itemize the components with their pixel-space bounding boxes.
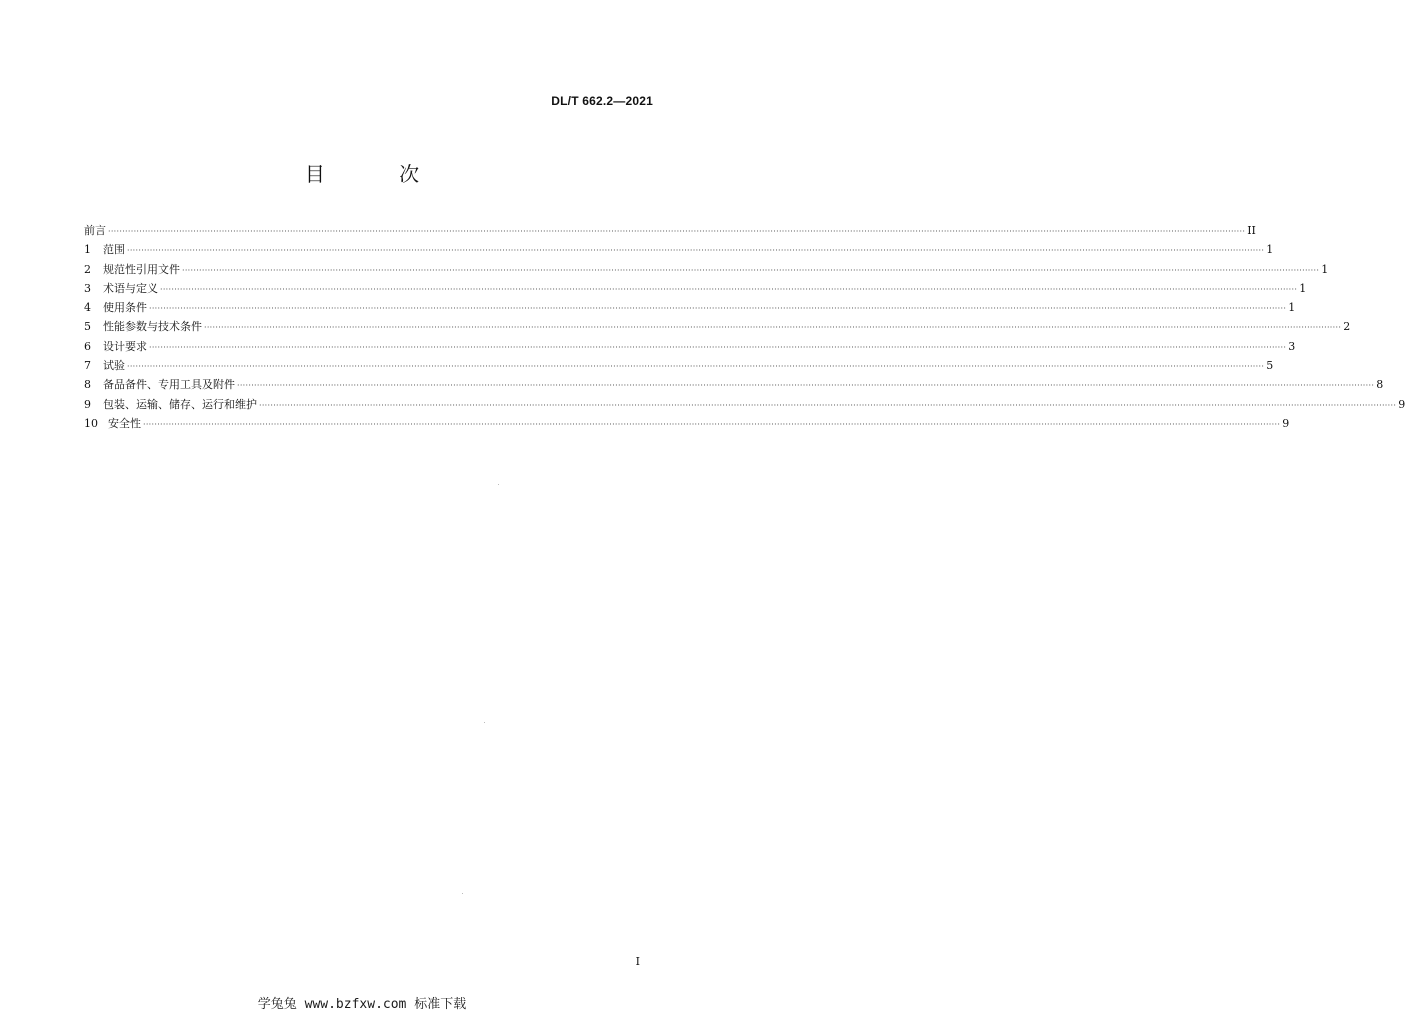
toc-entry-page: 8 [1376,378,1384,392]
toc-entry-number: 4 [84,301,91,315]
dot-leader: ················································································································································································································································································································································································································ [143,419,1281,429]
toc-entry[interactable] [84,375,1384,394]
toc-entry-label: 安全性 [108,416,141,430]
toc-entry-page: 9 [1398,397,1405,411]
toc-entry[interactable] [84,356,1274,375]
toc-entry-number: 8 [84,378,91,392]
scan-speck [462,893,463,894]
document-code: DL/T 662.2—2021 [551,94,653,108]
toc-entry-number: 5 [84,320,91,334]
toc-entry-page: II [1247,224,1256,237]
toc-entry-label: 备品备件、专用工具及附件 [103,378,235,392]
toc-entry[interactable] [84,298,1296,317]
toc-entry-label: 设计要求 [103,339,147,353]
dot-leader: ················································································································································································································································································································································································································ [259,400,1397,410]
dot-leader: ················································································································································································································································································································································································································ [237,381,1375,391]
toc-entry-page: 9 [1282,416,1290,430]
toc-entry-number: 6 [84,339,91,353]
toc-entry-page: 3 [1288,339,1296,353]
toc-entry-page: 2 [1343,320,1351,334]
watermark-text[interactable]: 学兔兔 www.bzfxw.com 标准下载 [257,997,467,1012]
toc-entry[interactable] [84,317,1351,336]
dot-leader: ················································································································································································································································································································································································································ [149,342,1287,352]
toc-entry[interactable] [84,414,1290,433]
toc-entry-number: 3 [84,281,91,295]
toc-entry-label: 范围 [103,243,125,257]
toc-entry-page: 1 [1299,281,1307,295]
toc-entry-number: 1 [84,243,91,257]
dot-leader: ················································································································································································································································································································································································································ [108,227,1246,236]
toc-entry[interactable] [84,260,1329,279]
toc-entry-label: 术语与定义 [103,281,158,295]
toc-entry[interactable] [84,279,1307,298]
toc-entry[interactable] [84,240,1274,259]
toc-entry-page: 1 [1321,262,1329,276]
toc-entry[interactable] [84,221,1256,240]
toc-entry-label: 性能参数与技术条件 [103,320,202,334]
toc-entry-label: 包装、运输、储存、运行和维护 [103,397,257,411]
toc-entry-label: 前言 [84,224,106,237]
toc-entry[interactable] [84,337,1296,356]
dot-leader: ················································································································································································································································································································································································································ [182,265,1320,275]
dot-leader: ················································································································································································································································································································································································································ [204,323,1342,333]
scan-speck [498,484,499,485]
toc-entry-number: 2 [84,262,91,276]
toc-entry-label: 试验 [103,359,125,373]
dot-leader: ················································································································································································································································································································································································································ [149,304,1287,314]
dot-leader: ················································································································································································································································································································································································································ [127,362,1265,372]
toc-entry-number: 7 [84,359,91,373]
toc-entry-label: 使用条件 [103,301,147,315]
toc-entry-number: 9 [84,397,91,411]
dot-leader: ················································································································································································································································································································································································································ [160,284,1298,294]
scan-speck [484,722,485,723]
toc-title: 目 次 [304,162,454,186]
table-of-contents [84,221,1405,433]
toc-entry-label: 规范性引用文件 [103,262,180,276]
dot-leader: ················································································································································································································································································································································································································ [127,246,1265,256]
toc-entry-number: 10 [84,416,98,430]
toc-entry-page: 5 [1266,359,1274,373]
toc-entry[interactable] [84,395,1405,414]
toc-entry-page: 1 [1266,243,1274,257]
toc-entry-page: 1 [1288,301,1296,315]
page-number: I [635,955,640,968]
